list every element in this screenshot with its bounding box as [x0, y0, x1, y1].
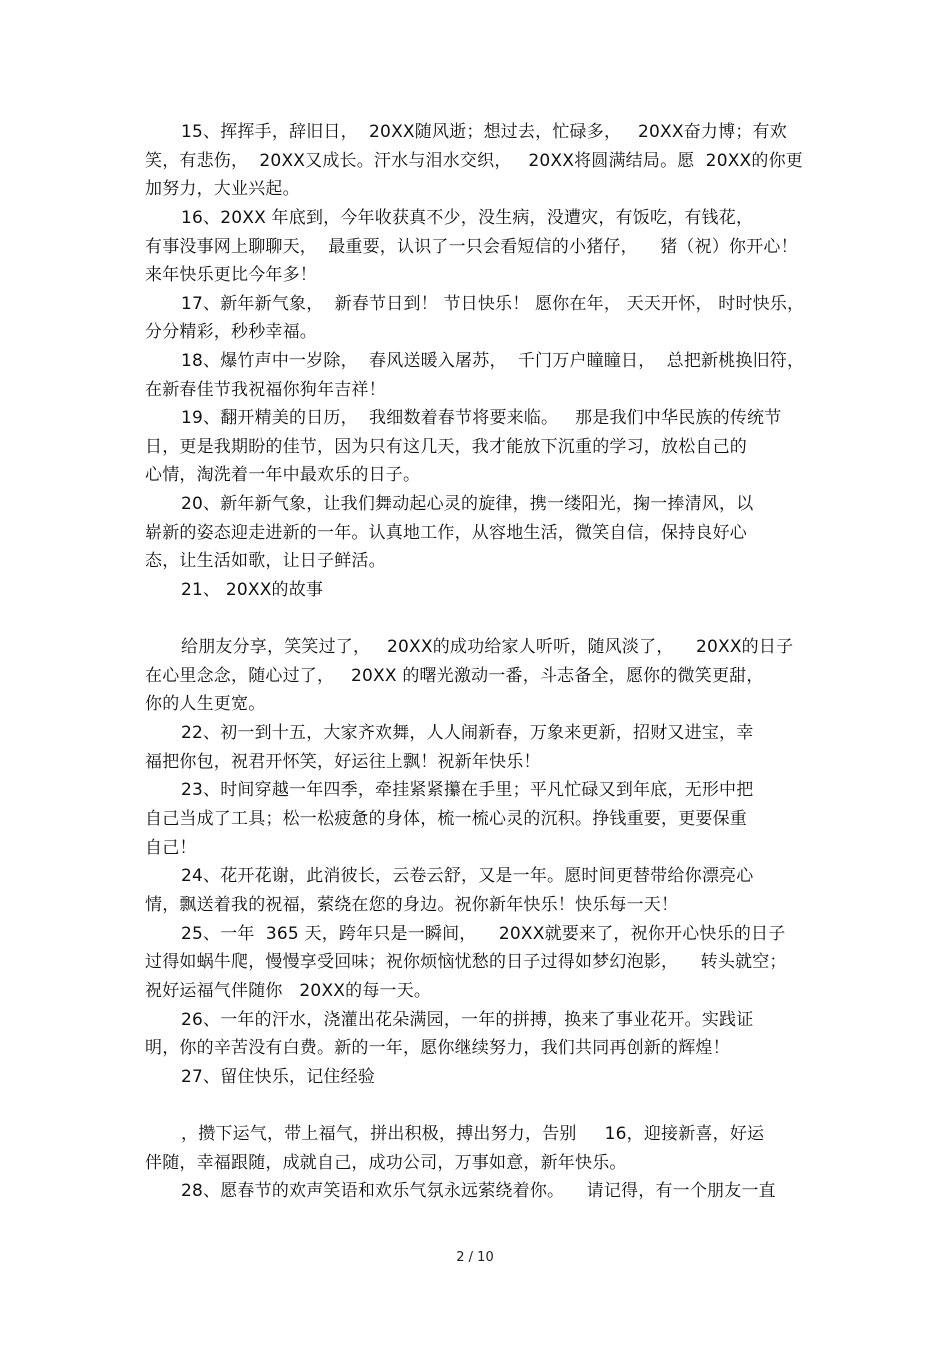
page-number: 2 / 10 [456, 1250, 494, 1265]
text-line: 日，更是我期盼的佳节，因为只有这几天，我才能放下沉重的学习，放松自己的 [145, 437, 747, 457]
text-line: 笑，有悲伤， 20XX又成长。汗水与泪水交织， 20XX将圆满结局。愿 20XX的你更 [145, 151, 803, 171]
text-line: 22、初一到十五，大家齐欢舞，人人闹新春，万象来更新，招财又进宝，幸 [181, 723, 754, 743]
text-line: 24、花开花谢，此消彼长，云卷云舒，又是一年。愿时间更替带给你漂亮心 [181, 866, 754, 886]
text-line: 情，飘送着我的祝福，萦绕在您的身边。祝你新年快乐！快乐每一天！ [145, 895, 679, 915]
text-line: 16、20XX 年底到，今年收获真不少，没生病，没遭灾，有饭吃，有钱花， [181, 208, 754, 228]
text-line: 26、一年的汗水，浇灌出花朵满园，一年的拼搏，换来了事业花开。实践证 [181, 1010, 754, 1030]
text-line: 自己！ [145, 838, 197, 858]
text-line: 23、时间穿越一年四季，牵挂紧紧攥在手里；平凡忙碌又到年底，无形中把 [181, 780, 754, 800]
text-line: 福把你包，祝君开怀笑，好运往上飘！祝新年快乐！ [145, 752, 541, 772]
text-line: 有事没事网上聊聊天， 最重要，认识了一只会看短信的小猪仔， 猪（祝）你开心！ [145, 237, 798, 257]
text-line: 在心里念念，随心过了， 20XX 的曙光激动一番，斗志备全，愿你的微笑更甜， [145, 666, 764, 686]
text-line: 明，你的辛苦没有白费。新的一年，愿你继续努力，我们共同再创新的辉煌！ [145, 1038, 730, 1058]
text-line: 你的人生更宽。 [145, 694, 266, 714]
text-line: 分分精彩，秒秒幸福。 [145, 322, 317, 342]
text-line: 加努力，大业兴起。 [145, 179, 300, 199]
text-line: 祝好运福气伴随你 20XX的每一天。 [145, 981, 432, 1001]
text-line: 过得如蜗牛爬，慢慢享受回味；祝你烦恼忧愁的日子过得如梦幻泡影， 转头就空； [145, 952, 787, 972]
text-line: 态，让生活如歌，让日子鲜活。 [145, 551, 386, 571]
text-line: 20、新年新气象，让我们舞动起心灵的旋律，携一缕阳光，掬一捧清风，以 [181, 494, 754, 514]
text-line: 18、爆竹声中一岁除， 春风送暖入屠苏， 千门万户瞳瞳日， 总把新桃换旧符， [181, 351, 805, 371]
text-line: 21、 20XX的故事 [181, 580, 324, 600]
text-line: 在新春佳节我祝福你狗年吉祥！ [145, 380, 386, 400]
text-line: 来年快乐更比今年多！ [145, 265, 317, 285]
text-line: 崭新的姿态迎走进新的一年。认真地工作，从容地生活，微笑自信，保持良好心 [145, 523, 747, 543]
text-line: 自己当成了工具；松一松疲惫的身体，梳一梳心灵的沉积。挣钱重要，更要保重 [145, 809, 747, 829]
text-line: 给朋友分享，笑笑过了， 20XX的成功给家人听听，随风淡了， 20XX的日子 [181, 637, 794, 657]
text-line: 17、新年新气象， 新春节日到！ 节日快乐！ 愿你在年， 天天开怀， 时时快乐， [181, 294, 805, 314]
text-line: 19、翻开精美的日历， 我细数着春节将要来临。 那是我们中华民族的传统节 [181, 408, 782, 428]
text-line: 28、愿春节的欢声笑语和欢乐气氛永远萦绕着你。 请记得，有一个朋友一直 [181, 1181, 776, 1201]
text-line: ，攒下运气，带上福气，拼出积极，搏出努力，告别 16，迎接新喜，好运 [181, 1124, 765, 1144]
text-line: 心情，淘洗着一年中最欢乐的日子。 [145, 465, 421, 485]
text-line: 25、一年 365 天，跨年只是一瞬间， 20XX就要来了，祝你开心快乐的日子 [181, 924, 786, 944]
text-line: 伴随，幸福跟随，成就自己，成功公司，万事如意，新年快乐。 [145, 1153, 627, 1173]
text-line: 27、留住快乐，记住经验 [181, 1067, 376, 1087]
text-line: 15、挥挥手，辞旧日， 20XX随风逝；想过去，忙碌多， 20XX奋力博；有欢 [181, 122, 787, 142]
